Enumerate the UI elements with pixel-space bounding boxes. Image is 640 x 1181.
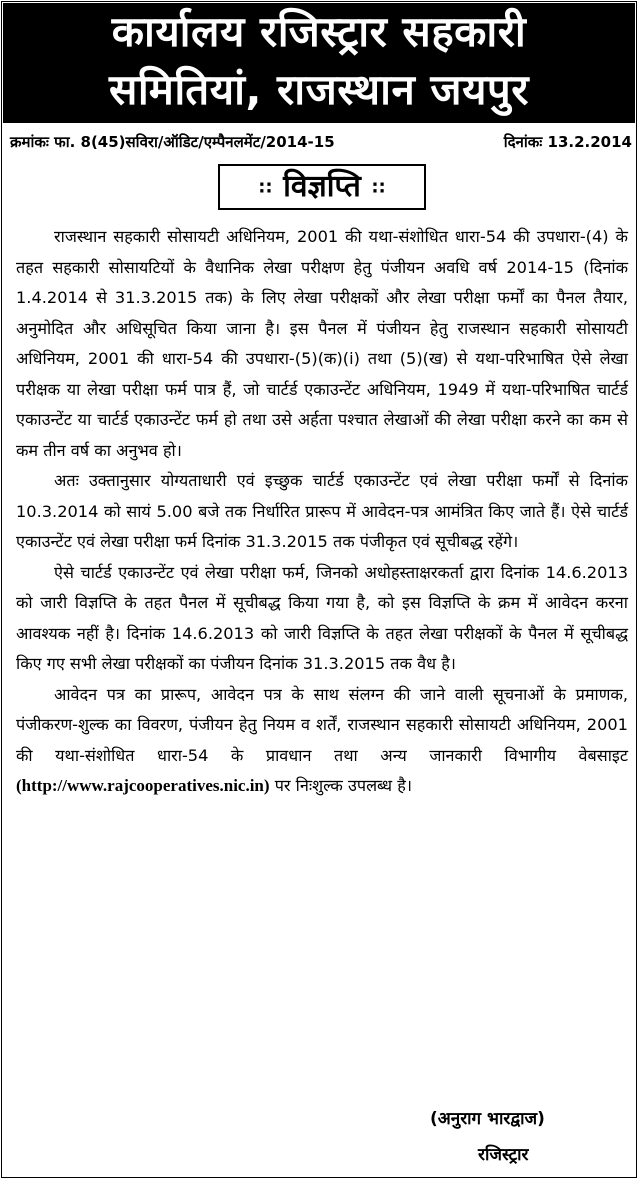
paragraph-invitation: अतः उक्तानुसार योग्यताधारी एवं इच्छुक चार्टर्ड एकाउन्टेंट एवं लेखा परीक्षा फर्मों से दिनांक 10.3.2014 को सायं 5.00 बजे तक निर्धारित प्रारूप में आवेदन-पत्र आमंत्रित किए जाते हैं। ऐसे चार्टर्ड एकाउन्टेंट एवं लेखा परीक्षा फर्म दिनांक 31.3.2015 तक पंजीकृत एवं सूचीबद्ध रहेंगे। [16,471,628,551]
signatory-designation: रजिस्ट्रार [478,1145,529,1165]
notice-title: विज्ञप्ति [283,169,361,204]
signatory-name: (अनुराग भारद्वाज) [430,1109,545,1129]
reference-date: दिनांकः 13.2.2014 [503,133,632,151]
office-name-line2: समितियां, राजस्थान जयपुर [109,65,529,114]
notice-title-box [218,164,426,210]
notice-body [16,222,628,802]
reference-row [6,126,634,158]
office-header [3,3,635,123]
office-name-line1: कार्यालय रजिस्ट्रार सहकारी [111,7,527,56]
title-decoration-left: :: [258,176,273,198]
website-info-suffix: पर निःशुल्क उपलब्ध है। [269,776,412,795]
paragraph-eligibility: राजस्थान सहकारी सोसायटी अधिनियम, 2001 की यथा-संशोधित धारा-54 की उपधारा-(4) के तहत सहकारी सोसायटियों के वैधानिक लेखा परीक्षण हेतु पंजीयन अवधि वर्ष 2014-15 (दिनांक 1.4.2014 से 31.3.2015 तक) के लिए लेखा परीक्षकों और लेखा परीक्षा फर्मों का पैनल तैयार, अनुमोदित और अधिसूचित किया जाना है। इस पैनल में पंजीयन हेतु राजस्थान सहकारी सोसायटी अधिनियम, 2001 की धारा-54 की उपधारा-(5)(क)(i) तथा (5)(ख) से यथा-परिभाषित ऐसे लेखा परीक्षक या लेखा परीक्षा फर्म पात्र हैं, जो चार्टर्ड एकाउन्टेंट अधिनियम, 1949 में यथा-परिभाषित चार्टर्ड एकाउन्टेंट या चार्टर्ड एकाउन्टेंट फर्म हो तथा उसे अर्हता पश्चात लेखाओं की लेखा परीक्षा करने का कम से कम तीन वर्ष का अनुभव हो। [16,227,628,460]
paragraph-website-info [16,680,628,802]
title-decoration-right: :: [371,176,386,198]
website-info-text: आवेदन पत्र का प्रारूप, आवेदन पत्र के साथ संलग्न की जाने वाली सूचनाओं के प्रमाणक, पंजीकरण-शुल्क का विवरण, पंजीयन हेतु नियम व शर्तें, राजस्थान सहकारी सोसायटी अधिनियम, 2001 की यथा-संशोधित धारा-54 के प्रावधान तथा अन्य जानकारी विभागीय वेबसाइट [16,684,628,765]
website-link[interactable]: (http://www.rajcooperatives.nic.in) [16,776,270,795]
reference-number: क्रमांकः फा. 8(45)सविरा/ऑडिट/एम्पैनलमेंट/2014-15 [10,133,335,151]
paragraph-existing-panel: ऐसे चार्टर्ड एकाउन्टेंट एवं लेखा परीक्षा फर्म, जिनको अधोहस्ताक्षरकर्ता द्वारा दिनांक 14.6.2013 को जारी विज्ञप्ति के तहत पैनल में सूचीबद्ध किया गया है, को इस विज्ञप्ति के क्रम में आवेदन करना आवश्यक नहीं है। दिनांक 14.6.2013 को जारी विज्ञप्ति के तहत लेखा परीक्षकों के पैनल में सूचीबद्ध किए गए सभी लेखा परीक्षकों का पंजीयन दिनांक 31.3.2015 तक वैध है। [16,562,628,673]
